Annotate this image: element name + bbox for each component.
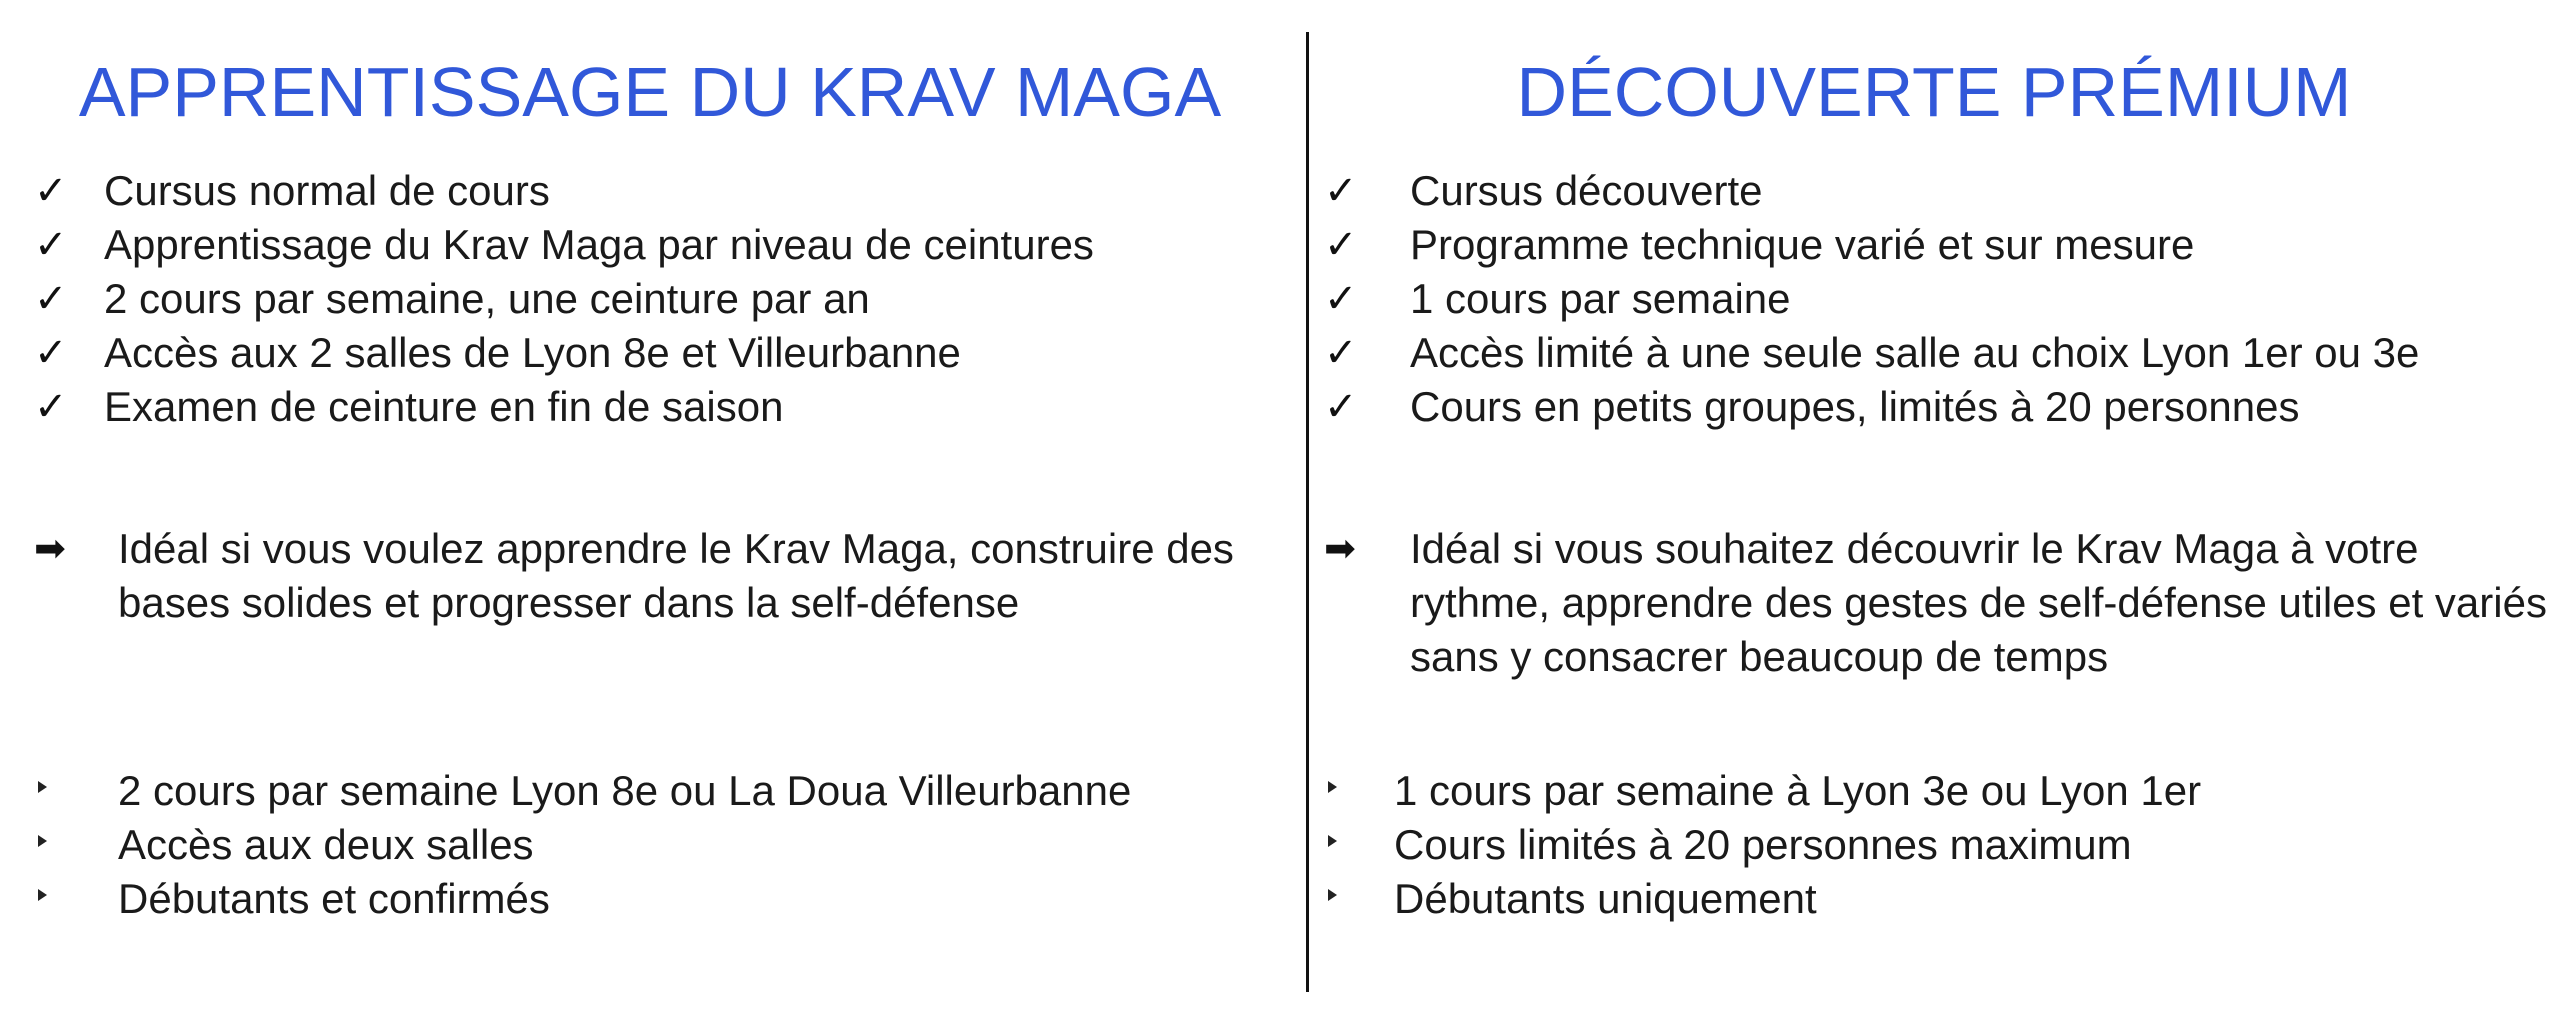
check-item — [1324, 380, 2419, 434]
check-item-label: Cursus découverte — [1410, 167, 1763, 214]
checklist-apprentissage — [34, 164, 1094, 434]
arrow-right-icon: ➡ — [34, 528, 66, 570]
checkmark-icon: ✓ — [1324, 169, 1358, 213]
bullet-item-label: 2 cours par semaine Lyon 8e ou La Doua Villeurbanne — [118, 767, 1132, 814]
check-item — [34, 164, 1094, 218]
triangle-bullet-icon — [38, 781, 47, 793]
checkmark-icon: ✓ — [34, 385, 68, 429]
check-item-label: Programme technique varié et sur mesure — [1410, 221, 2195, 268]
check-item-label: Cours en petits groupes, limités à 20 personnes — [1410, 383, 2300, 430]
checkmark-icon: ✓ — [34, 169, 68, 213]
bullet-item — [38, 818, 1131, 872]
bullet-item — [38, 872, 1131, 926]
bullet-list-apprentissage — [38, 764, 1131, 926]
triangle-bullet-icon — [1328, 889, 1337, 901]
check-item — [34, 380, 1094, 434]
column-divider — [1306, 32, 1309, 992]
check-item — [1324, 218, 2419, 272]
check-item-label: Accès limité à une seule salle au choix Lyon 1er ou 3e — [1410, 329, 2420, 376]
check-item-label: Accès aux 2 salles de Lyon 8e et Villeurbanne — [104, 329, 961, 376]
bullet-list-decouverte — [1328, 764, 2201, 926]
checkmark-icon: ✓ — [1324, 331, 1358, 375]
triangle-bullet-icon — [38, 889, 47, 901]
bullet-item — [1328, 818, 2201, 872]
bullet-item-label: Débutants uniquement — [1394, 875, 1817, 922]
check-item-label: Examen de ceinture en fin de saison — [104, 383, 784, 430]
check-item — [1324, 164, 2419, 218]
bullet-item — [38, 764, 1131, 818]
column-title-decouverte: DÉCOUVERTE PRÉMIUM — [1516, 53, 2352, 131]
checkmark-icon: ✓ — [34, 277, 68, 321]
checklist-decouverte — [1324, 164, 2419, 434]
check-item-label: 1 cours par semaine — [1410, 275, 1791, 322]
check-item — [34, 272, 1094, 326]
checkmark-icon: ✓ — [1324, 277, 1358, 321]
check-item-label: Cursus normal de cours — [104, 167, 550, 214]
ideal-text: Idéal si vous souhaitez découvrir le Krav Maga à votre rythme, apprendre des gestes de self-défense utiles et variés sans y consacrer beaucoup de temps — [1410, 525, 2547, 680]
triangle-bullet-icon — [1328, 835, 1337, 847]
check-item-label: 2 cours par semaine, une ceinture par an — [104, 275, 870, 322]
bullet-item — [1328, 764, 2201, 818]
ideal-text: Idéal si vous voulez apprendre le Krav Maga, construire des bases solides et progresser dans la self-défense — [118, 525, 1234, 626]
bullet-item — [1328, 872, 2201, 926]
check-item — [34, 326, 1094, 380]
check-item-label: Apprentissage du Krav Maga par niveau de ceintures — [104, 221, 1094, 268]
checkmark-icon: ✓ — [34, 331, 68, 375]
arrow-right-icon: ➡ — [1324, 528, 1356, 570]
bullet-item-label: Débutants et confirmés — [118, 875, 550, 922]
bullet-item-label: Accès aux deux salles — [118, 821, 534, 868]
column-title-apprentissage: APPRENTISSAGE DU KRAV MAGA — [78, 53, 1222, 131]
triangle-bullet-icon — [1328, 781, 1337, 793]
check-item — [1324, 326, 2419, 380]
bullet-item-label: Cours limités à 20 personnes maximum — [1394, 821, 2132, 868]
checkmark-icon: ✓ — [1324, 223, 1358, 267]
check-item — [1324, 272, 2419, 326]
column-decouverte — [1312, 0, 2556, 1018]
check-item — [34, 218, 1094, 272]
bullet-item-label: 1 cours par semaine à Lyon 3e ou Lyon 1er — [1394, 767, 2202, 814]
checkmark-icon: ✓ — [34, 223, 68, 267]
triangle-bullet-icon — [38, 835, 47, 847]
checkmark-icon: ✓ — [1324, 385, 1358, 429]
